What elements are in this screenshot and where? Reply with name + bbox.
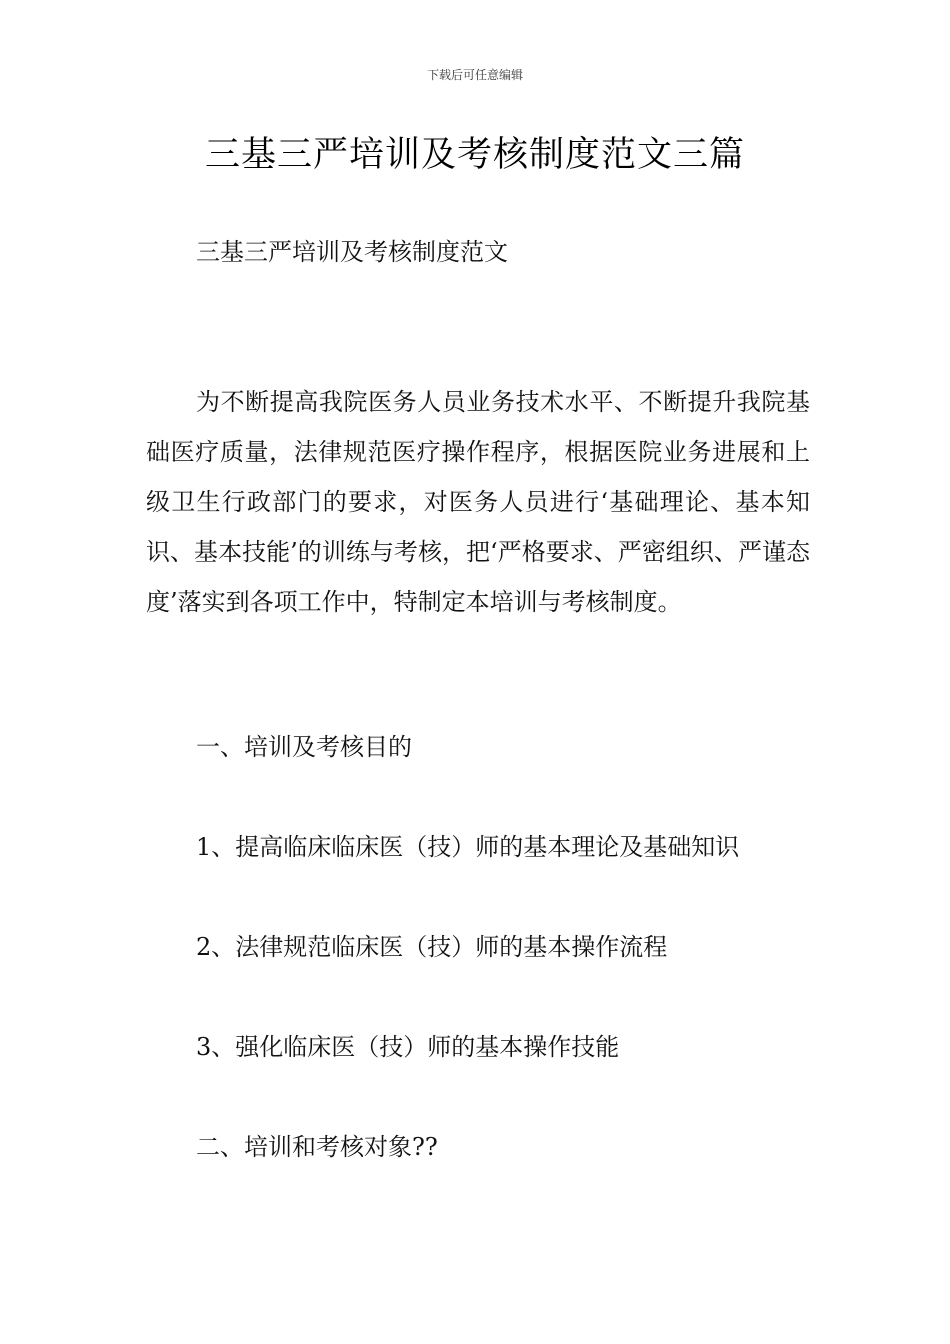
list-item: 1、提高临床临床医（技）师的基本理论及基础知识 bbox=[196, 833, 740, 861]
list-item: 3、强化临床医（技）师的基本操作技能 bbox=[196, 1033, 620, 1061]
header-note: 下载后可任意编辑 bbox=[426, 68, 523, 82]
list-item: 2、法律规范临床医（技）师的基本操作流程 bbox=[196, 933, 668, 961]
section-heading-targets: 二、培训和考核对象?? bbox=[196, 1133, 438, 1161]
intro-paragraph: 为不断提高我院医务人员业务技术水平、不断提升我院基础医疗质量，法律规范医疗操作程序，根据医院业务进展和上级卫生行政部门的要求，对医务人员进行‘基础理论、基本知识、基本技能’的训练与考核，把‘严格要求、严密组织、严谨态度’落实到各项工作中，特制定本培训与考核制度。 bbox=[146, 388, 810, 616]
document-subtitle: 三基三严培训及考核制度范文 bbox=[196, 238, 508, 266]
section-heading-purpose: 一、培训及考核目的 bbox=[196, 733, 412, 761]
document-title: 三基三严培训及考核制度范文三篇 bbox=[204, 135, 745, 175]
